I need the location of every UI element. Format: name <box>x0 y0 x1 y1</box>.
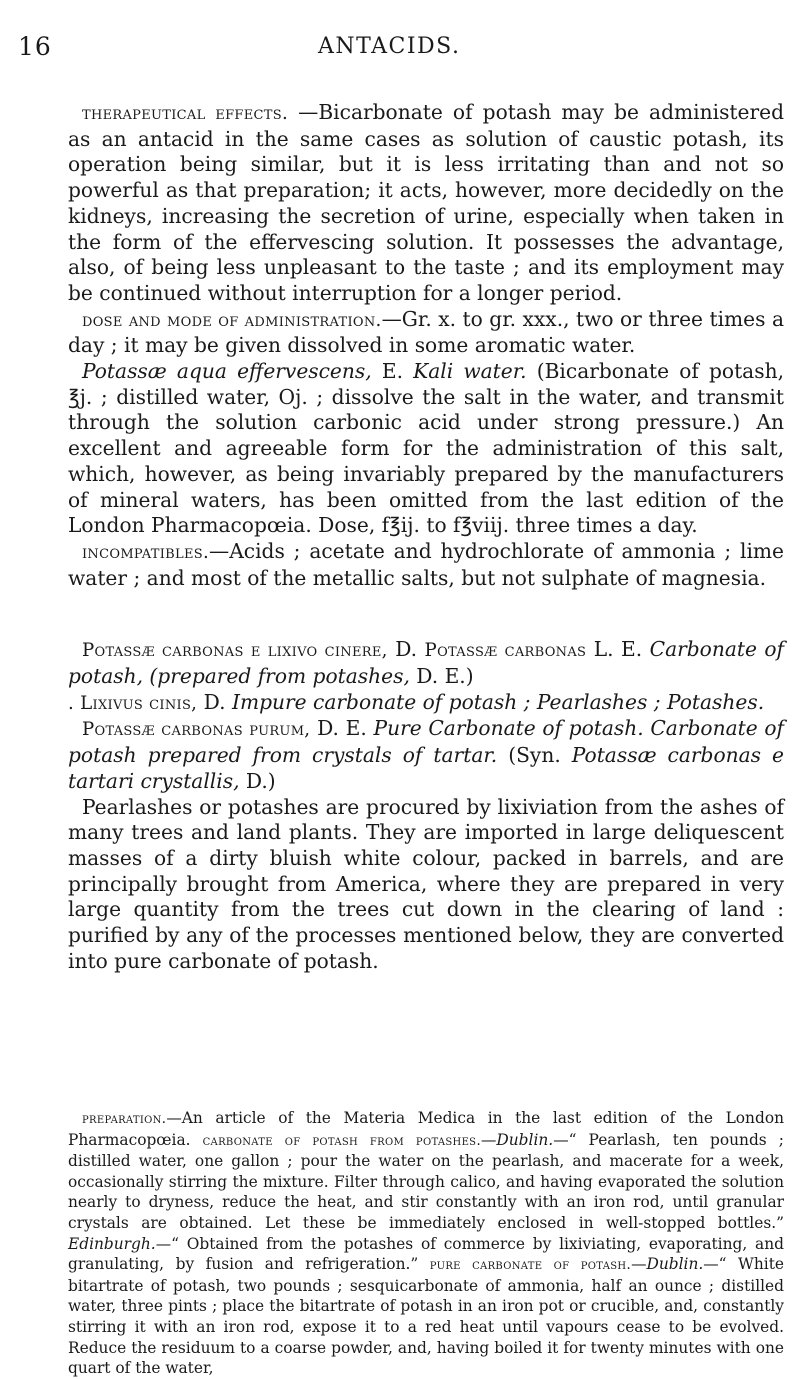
paragraph-therapeutical-effects <box>68 100 784 307</box>
section-pure-carbonate <box>68 716 784 794</box>
main-text <box>68 100 784 975</box>
text-preparation: —An article of the Materia Medica in the last edition of the London Pharmacopœia. <box>68 1109 784 1149</box>
source-dublin-1: Dublin. <box>496 1130 554 1149</box>
heading-carbonate-from-potashes: carbonate of potash from potashes. <box>202 1132 482 1149</box>
section-gap <box>68 591 784 637</box>
page-header <box>18 32 778 72</box>
text-dublin-2: —“ White bitartrate of potash, two pounds ; sesquicarbonate of ammonia, half an ounce ; distilled water, three pints ; place the bitartrate of potash in an iron pot or crucible, and, constantly stirring it with an iron rod, expose it to a red heat until vapours cease to be evolved. Reduce the residuum to a coarse powder, and, having boiled it for twenty minutes with one quart of the water, <box>68 1255 784 1378</box>
paragraph-dose <box>68 307 784 359</box>
source-edinburgh: Edinburgh. <box>68 1234 156 1253</box>
preparation-notes <box>68 1108 784 1379</box>
heading-pure-carbonate: pure carbonate of potash. <box>429 1257 632 1274</box>
heading-preparation: preparation. <box>82 1111 167 1127</box>
synonym-purum-english: Pure Carbonate of potash. Carbonate of potash prepared from crystals of tartar. <box>68 716 784 768</box>
synonym-carbonas-english: Carbonate of potash, (prepared from potashes, <box>68 637 785 689</box>
synonym-lixivus: . Lixivus cinis, <box>68 692 198 714</box>
text-incompatibles: —Acids ; acetate and hydrochlorate of ammonia ; lime water ; and most of the metallic salts, but not sulphate of magnesia. <box>68 538 784 590</box>
synonym-lixivus-abbr: D. <box>197 689 232 714</box>
text-therapeutical-effects: —Bicarbonate of potash may be administered as an antacid in the same cases as solution of caustic potash, its operation being similar, but it is less irritating than and not so powerful as that preparation; it acts, however, more decidedly on the kidneys, increasing the secretion of urine, especially when taken in the form of the effervescing solution. It possesses the advantage, also, of being less unpleasant to the taste ; and its employment may be continued without interruption for a longer period. <box>68 100 785 305</box>
synonym-lixivo: Potassæ carbonas e lixivo cinere, <box>82 640 388 662</box>
title-potassae-aqua: Potassæ aqua effervescens, <box>82 359 372 384</box>
paragraph-kali-water <box>68 359 784 539</box>
heading-dose: dose and mode of administration. <box>82 309 382 331</box>
title-kali-water: Kali water. <box>413 359 527 384</box>
synonym-purum-syn-tail: D.) <box>239 768 276 793</box>
synonym-purum-syn-latin: Potassæ carbonas e tartari crystallis, <box>68 743 784 793</box>
synonym-purum: Potassæ carbonas purum, <box>82 719 311 741</box>
text-dose: —Gr. x. to gr. xxx., two or three times a day ; it may be given dissolved in some aromatic water. <box>68 306 784 358</box>
dash-pure: — <box>631 1255 647 1274</box>
abbr-edinburgh: E. <box>371 359 414 384</box>
heading-therapeutical-effects: therapeutical effects. <box>82 103 289 124</box>
heading-incompatibles: incompatibles. <box>82 541 210 563</box>
paragraph-pearlashes: Pearlashes or potashes are procured by lixiviation from the ashes of many trees and land plants. They are imported in large deliquescent masses of a dirty bluish white colour, packed in barrels, and are principally brought from America, where they are prepared in very large quantity from the trees cut down in the clearing of land : purified by any of the processes mentioned below, they are converted into pure carbonate of potash. <box>68 794 784 973</box>
synonym-carbonas-tail: D. E.) <box>409 664 474 689</box>
synonym-carbonas: Potassæ carbonas <box>424 640 587 662</box>
page-number: 16 <box>18 32 52 61</box>
synonym-carbonas-abbr: L. E. <box>586 637 650 662</box>
section-synonyms <box>68 637 784 716</box>
text-kali-water: (Bicarbonate of potash, ℥j. ; distilled water, Oj. ; dissolve the salt in the water, and transmit through the solution carbonic acid under strong pressure.) An excellent and agreeable form for the administration of this salt, which, however, as being invariably prepared by the manufacturers of mineral waters, has been omitted from the last edition of the London Pharmacopœia. Dose, f℥ij. to f℥viij. three times a day. <box>68 359 784 538</box>
synonym-lixivo-abbr: D. <box>387 637 425 662</box>
source-dublin-2: Dublin. <box>646 1255 704 1274</box>
synonym-lixivus-english: Impure carbonate of potash ; Pearlashes ; Potashes. <box>231 689 765 714</box>
text-dublin-1: —“ Pearlash, ten pounds ; distilled water, one gallon ; pour the water on the pearlash, and macerate for a week, occasionally stirring the mixture. Filter through calico, and having evaporated the solution nearly to dryness, reduce the heat, and stir constantly with an iron rod, until granular crystals are obtained. Let these be immediately enclosed in well-stopped bottles.” <box>68 1130 784 1232</box>
synonym-purum-abbr: D. E. <box>310 716 374 741</box>
running-title: ANTACIDS. <box>318 34 461 59</box>
text-edinburgh: —“ Obtained from the potashes of commerce by lixiviating, evaporating, and granulating, by fusion and refrigeration.” <box>68 1234 784 1274</box>
dash-carbonate: — <box>481 1130 497 1149</box>
paragraph-preparation <box>68 1108 784 1379</box>
paragraph-incompatibles <box>68 539 784 591</box>
synonym-purum-syn: (Syn. <box>497 743 572 768</box>
